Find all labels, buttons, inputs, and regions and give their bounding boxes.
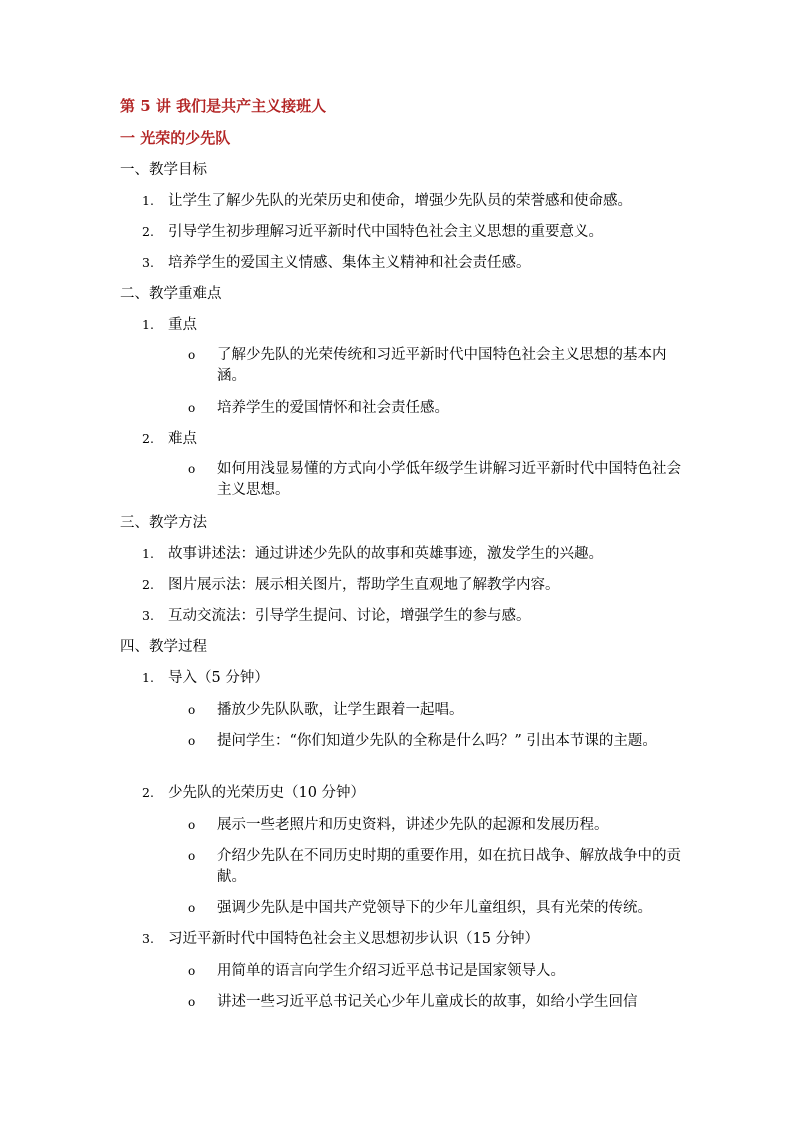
process-item bbox=[142, 929, 539, 949]
bullet-text: 如何用浅显易懂的方式向小学低年级学生讲解习近平新时代中国特色社会主义思想。 bbox=[217, 461, 681, 498]
item-text: 互动交流法：引导学生提问、讨论，增强学生的参与感。 bbox=[168, 608, 531, 624]
section-heading-methods: 三、教学方法 bbox=[120, 515, 207, 531]
bullet-item bbox=[188, 700, 688, 721]
item-text: 难点 bbox=[168, 431, 197, 447]
item-text: 少先队的光荣历史（10 分钟） bbox=[168, 785, 366, 801]
bullet-icon: o bbox=[188, 995, 196, 1009]
bullet-text: 播放少先队队歌，让学生跟着一起唱。 bbox=[217, 702, 464, 718]
process-item bbox=[142, 668, 269, 688]
bullet-item bbox=[188, 961, 688, 982]
bullet-item bbox=[188, 898, 688, 919]
process-item bbox=[142, 783, 365, 803]
bullet-text: 培养学生的爱国情怀和社会责任感。 bbox=[217, 400, 449, 416]
bullet-item bbox=[188, 345, 688, 387]
bullet-text: 用简单的语言向学生介绍习近平总书记是国家领导人。 bbox=[217, 963, 565, 979]
item-text: 导入（5 分钟） bbox=[168, 670, 269, 686]
bullet-text: 讲述一些习近平总书记关心少年儿童成长的故事，如给小学生回信 bbox=[217, 994, 638, 1010]
item-number: 2. bbox=[142, 224, 154, 239]
bullet-text: 提问学生：“你们知道少先队的全称是什么吗？” 引出本节课的主题。 bbox=[217, 733, 657, 749]
focus-item bbox=[142, 429, 197, 449]
bullet-item bbox=[188, 398, 688, 419]
method-item bbox=[142, 606, 531, 626]
bullet-text: 展示一些老照片和历史资料，讲述少先队的起源和发展历程。 bbox=[217, 817, 609, 833]
bullet-text: 介绍少先队在不同历史时期的重要作用，如在抗日战争、解放战争中的贡献。 bbox=[217, 848, 681, 885]
bullet-icon: o bbox=[188, 703, 196, 717]
goal-item bbox=[142, 253, 531, 273]
item-number: 3. bbox=[142, 608, 154, 623]
bullet-icon: o bbox=[188, 901, 196, 915]
bullet-icon: o bbox=[188, 401, 196, 415]
item-number: 3. bbox=[142, 255, 154, 270]
bullet-text: 了解少先队的光荣传统和习近平新时代中国特色社会主义思想的基本内涵。 bbox=[217, 347, 667, 384]
bullet-icon: o bbox=[188, 849, 196, 863]
item-number: 2. bbox=[142, 577, 154, 592]
bullet-item bbox=[188, 846, 688, 888]
item-number: 2. bbox=[142, 431, 154, 446]
focus-item bbox=[142, 315, 197, 335]
section-heading-focus: 二、教学重难点 bbox=[120, 286, 222, 302]
section-heading-process: 四、教学过程 bbox=[120, 639, 207, 655]
item-number: 1. bbox=[142, 670, 154, 685]
item-number: 1. bbox=[142, 317, 154, 332]
bullet-icon: o bbox=[188, 818, 196, 832]
bullet-icon: o bbox=[188, 462, 196, 476]
item-number: 2. bbox=[142, 785, 154, 800]
bullet-text: 强调少先队是中国共产党领导下的少年儿童组织，具有光荣的传统。 bbox=[217, 900, 652, 916]
item-text: 故事讲述法：通过讲述少先队的故事和英雄事迹，激发学生的兴趣。 bbox=[168, 546, 603, 562]
goal-item bbox=[142, 222, 603, 242]
lesson-subtitle: 一 光荣的少先队 bbox=[120, 129, 231, 147]
goal-item bbox=[142, 191, 632, 211]
item-text: 引导学生初步理解习近平新时代中国特色社会主义思想的重要意义。 bbox=[168, 224, 603, 240]
item-text: 让学生了解少先队的光荣历史和使命，增强少先队员的荣誉感和使命感。 bbox=[168, 193, 632, 209]
bullet-item bbox=[188, 731, 688, 752]
bullet-icon: o bbox=[188, 348, 196, 362]
item-number: 1. bbox=[142, 193, 154, 208]
bullet-item bbox=[188, 815, 688, 836]
item-text: 图片展示法：展示相关图片，帮助学生直观地了解教学内容。 bbox=[168, 577, 560, 593]
bullet-icon: o bbox=[188, 964, 196, 978]
method-item bbox=[142, 575, 560, 595]
item-text: 培养学生的爱国主义情感、集体主义精神和社会责任感。 bbox=[168, 255, 531, 271]
bullet-item bbox=[188, 992, 688, 1013]
item-text: 重点 bbox=[168, 317, 197, 333]
lesson-title: 第 5 讲 我们是共产主义接班人 bbox=[120, 97, 327, 115]
section-heading-goals: 一、教学目标 bbox=[120, 162, 207, 178]
item-text: 习近平新时代中国特色社会主义思想初步认识（15 分钟） bbox=[168, 931, 540, 947]
method-item bbox=[142, 544, 603, 564]
bullet-item bbox=[188, 459, 688, 501]
bullet-icon: o bbox=[188, 734, 196, 748]
item-number: 3. bbox=[142, 931, 154, 946]
item-number: 1. bbox=[142, 546, 154, 561]
